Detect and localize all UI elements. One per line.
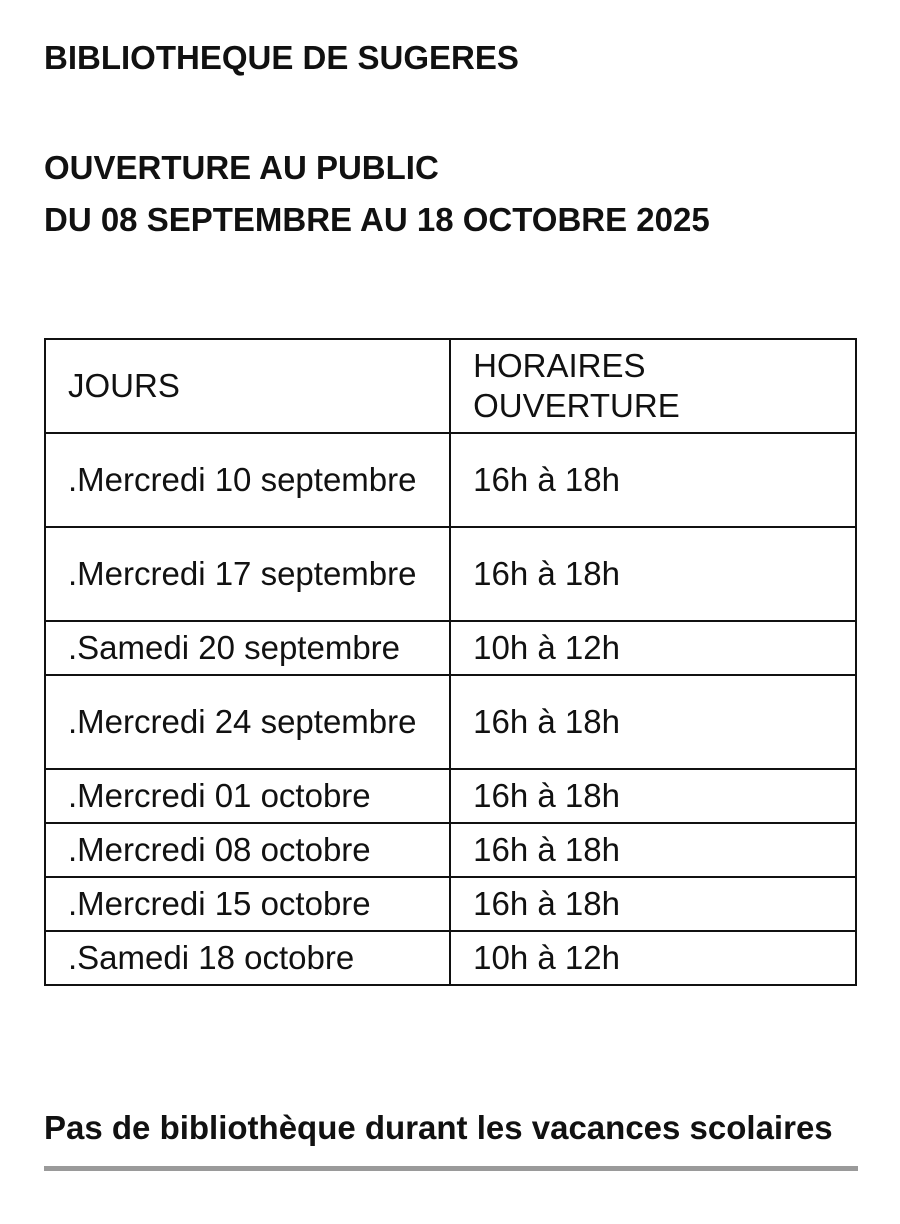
hours-cell: 16h à 18h: [450, 527, 856, 621]
hours-cell: 16h à 18h: [450, 769, 856, 823]
column-header-hours-line2: OUVERTURE: [473, 387, 680, 424]
day-cell: .Mercredi 15 octobre: [45, 877, 450, 931]
table-row: [45, 931, 856, 985]
day-cell: .Mercredi 08 octobre: [45, 823, 450, 877]
table-row: [45, 823, 856, 877]
day-cell: .Mercredi 10 septembre: [45, 433, 450, 527]
table-row: [45, 527, 856, 621]
date-range-line: DU 08 SEPTEMBRE AU 18 OCTOBRE 2025: [44, 201, 710, 238]
column-header-days: JOURS: [45, 339, 450, 433]
day-cell: .Mercredi 17 septembre: [45, 527, 450, 621]
holiday-closure-note: Pas de bibliothèque durant les vacances scolaires: [44, 1109, 833, 1146]
footer-divider: [44, 1166, 858, 1171]
hours-cell: 10h à 12h: [450, 931, 856, 985]
table-row: [45, 675, 856, 769]
column-header-hours-line1: HORAIRES: [473, 347, 646, 384]
table-row: [45, 769, 856, 823]
hours-cell: 10h à 12h: [450, 621, 856, 675]
column-header-hours: [450, 339, 856, 433]
day-cell: .Mercredi 01 octobre: [45, 769, 450, 823]
table-row: [45, 877, 856, 931]
opening-heading-line: OUVERTURE AU PUBLIC: [44, 149, 439, 186]
table-row: [45, 621, 856, 675]
day-cell: .Samedi 18 octobre: [45, 931, 450, 985]
page-title: BIBLIOTHEQUE DE SUGERES: [44, 39, 519, 76]
table-row: [45, 433, 856, 527]
hours-cell: 16h à 18h: [450, 433, 856, 527]
day-cell: .Samedi 20 septembre: [45, 621, 450, 675]
opening-period-heading: [44, 142, 710, 246]
day-cell: .Mercredi 24 septembre: [45, 675, 450, 769]
opening-hours-table: [44, 338, 857, 986]
hours-cell: 16h à 18h: [450, 877, 856, 931]
hours-cell: 16h à 18h: [450, 823, 856, 877]
hours-cell: 16h à 18h: [450, 675, 856, 769]
table-header-row: [45, 339, 856, 433]
